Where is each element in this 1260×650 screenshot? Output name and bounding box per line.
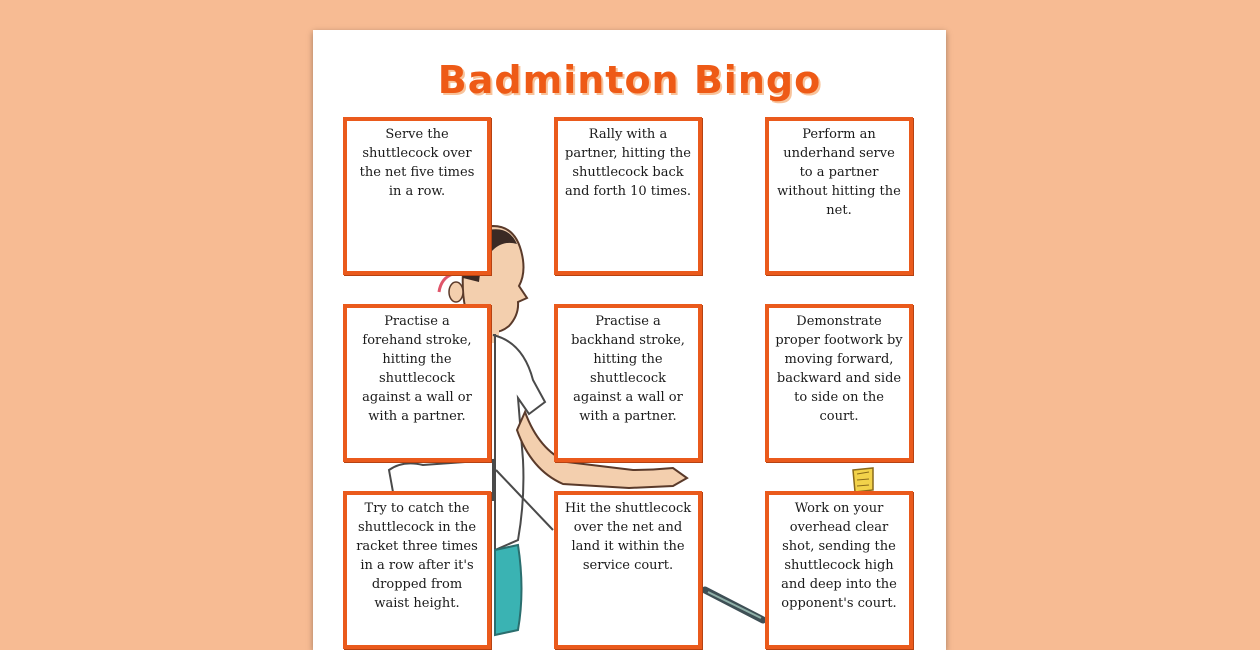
card-text: Rally with a partner, hitting the shuttlecock back and forth 10 times. bbox=[564, 127, 692, 199]
card-text: Serve the shuttlecock over the net five times in a row. bbox=[359, 127, 475, 199]
card-text: Practise a backhand stroke, hitting the shuttlecock against a wall or with a partner. bbox=[571, 314, 685, 424]
bingo-card-8 bbox=[554, 491, 702, 649]
bingo-card-7 bbox=[343, 491, 491, 649]
bingo-card-9 bbox=[765, 491, 913, 649]
card-text: Practise a forehand stroke, hitting the shuttlecock against a wall or with a partner. bbox=[362, 314, 472, 424]
bingo-card-2 bbox=[554, 117, 702, 275]
bingo-card-1 bbox=[343, 117, 491, 275]
bingo-card-6 bbox=[765, 304, 913, 462]
bingo-card-4 bbox=[343, 304, 491, 462]
card-text: Hit the shuttlecock over the net and land it within the service court. bbox=[564, 501, 692, 573]
page-title: Badminton Bingo bbox=[437, 58, 822, 102]
bingo-card-5 bbox=[554, 304, 702, 462]
card-text: Work on your overhead clear shot, sending the shuttlecock high and deep into the opponent's court. bbox=[781, 501, 897, 611]
bingo-card-3 bbox=[765, 117, 913, 275]
bingo-sheet bbox=[313, 30, 946, 650]
card-text: Try to catch the shuttlecock in the racket three times in a row after it's dropped from waist height. bbox=[356, 501, 478, 611]
card-text: Perform an underhand serve to a partner without hitting the net. bbox=[777, 127, 901, 218]
card-text: Demonstrate proper footwork by moving forward, backward and side to side on the court. bbox=[775, 314, 903, 424]
